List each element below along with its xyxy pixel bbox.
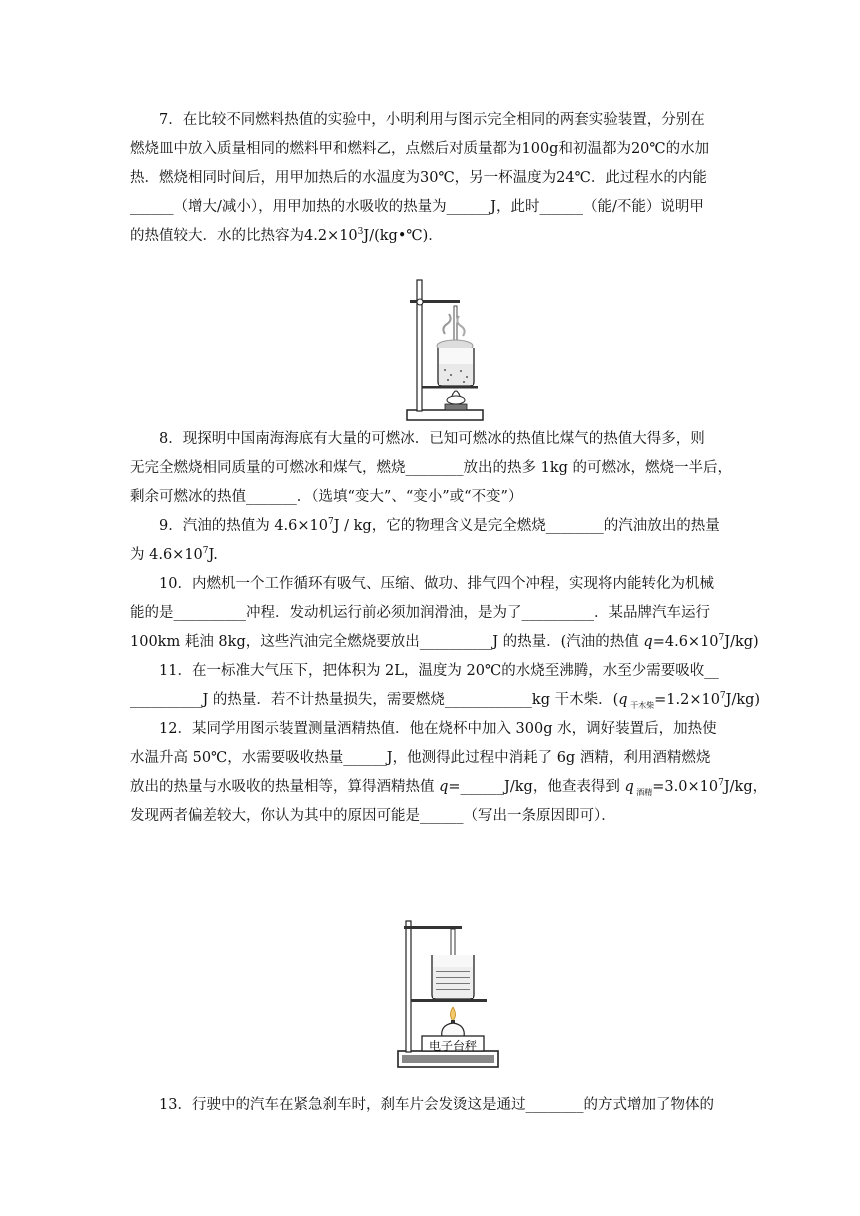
q7-line-5: 的热值较大．水的比热容为$4.2\times 10^3J/(kg•℃)$．: [130, 227, 443, 244]
question-9: [130, 512, 730, 570]
heating-apparatus-figure: [405, 276, 485, 426]
q11-line-2: __________J 的热量．若不计热量损失，需要燃烧____________kg 干木柴．(q $_{干木柴}=1.2\times 10^7J/kg$): [130, 691, 761, 710]
q7-line-4: ______（增大/减小），用甲加热的水吸收的热量为______J，此时______（能/不能）说明甲: [130, 199, 704, 215]
q12-line-1: 12．某同学用图示装置测量酒精热值．他在烧杯中加入 300g 水，调好装置后，加热使: [159, 721, 717, 737]
question-8: [130, 425, 733, 512]
q10-line-2: 能的是__________冲程．发动机运行前必须加润滑油，是为了__________．某品牌汽车运行: [130, 605, 710, 621]
q12-line-2: 水温升高 50℃，水需要吸收热量______J，他测得此过程中消耗了 6g 酒精，利用酒精燃烧: [130, 750, 711, 766]
q9-line-2: 为 $4.6\times 10^7J$.: [130, 546, 218, 563]
q11-line-1: 11．在一标准大气压下，把体积为 2L，温度为 20℃的水烧至沸腾，水至少需要吸收__: [159, 663, 719, 679]
q10-line-1: 10．内燃机一个工作循环有吸气、压缩、做功、排气四个冲程，实现将内能转化为机械: [159, 576, 714, 592]
q7-line-3: 热．燃烧相同时间后，用甲加热后的水温度为30℃，另一杯温度为24℃．此过程水的内能: [130, 170, 707, 186]
q8-line-2: 无完全燃烧相同质量的可燃冰和煤气，燃烧________放出的热多 1kg 的可燃冰，燃烧一半后，: [130, 460, 733, 476]
q13-line-1: 13．行驶中的汽车在紧急刹车时，刹车片会发烫这是通过________的方式增加了物体的: [159, 1097, 714, 1113]
question-11: [130, 657, 761, 715]
q12-line-3: 放出的热量与水吸收的热量相等，算得酒精热值 q=______J/kg，他查表得到 q $_{酒精}=3.0\times 10^7J/kg$，: [130, 778, 768, 797]
alcohol-heating-figure: [396, 915, 500, 1073]
q8-line-3: 剩余可燃冰的热值_______．（选填“变大”、“变小”或“不变”）: [130, 489, 523, 505]
question-10: [130, 570, 759, 657]
q8-line-1: 8．现探明中国南海海底有大量的可燃冰．已知可燃冰的热值比煤气的热值大得多，则: [159, 431, 705, 447]
q12-line-4: 发现两者偏差较大，你认为其中的原因可能是______（写出一条原因即可）．: [130, 808, 616, 824]
question-12: [130, 715, 768, 831]
q9-line-1: 9．汽油的热值为 $4.6\times 10^7J$ / kg，它的物理含义是完全燃烧________的汽油放出的热量: [159, 517, 720, 534]
q10-line-3: 100km 耗油 8kg，这些汽油完全燃烧要放出__________J 的热量．(汽油的热值 $q=4.6\times 10^7J/kg$): [130, 633, 759, 650]
question-13: [130, 1091, 730, 1120]
scale-label: 电子台秤: [428, 1039, 477, 1053]
question-7: [130, 106, 730, 251]
q7-line-2: 燃烧皿中放入质量相同的燃料甲和燃料乙，点燃后对质量都为100g和初温都为20℃的水加: [130, 141, 710, 157]
q7-line-1: 7．在比较不同燃料热值的实验中，小明利用与图示完全相同的两套实验装置，分别在: [159, 112, 705, 128]
